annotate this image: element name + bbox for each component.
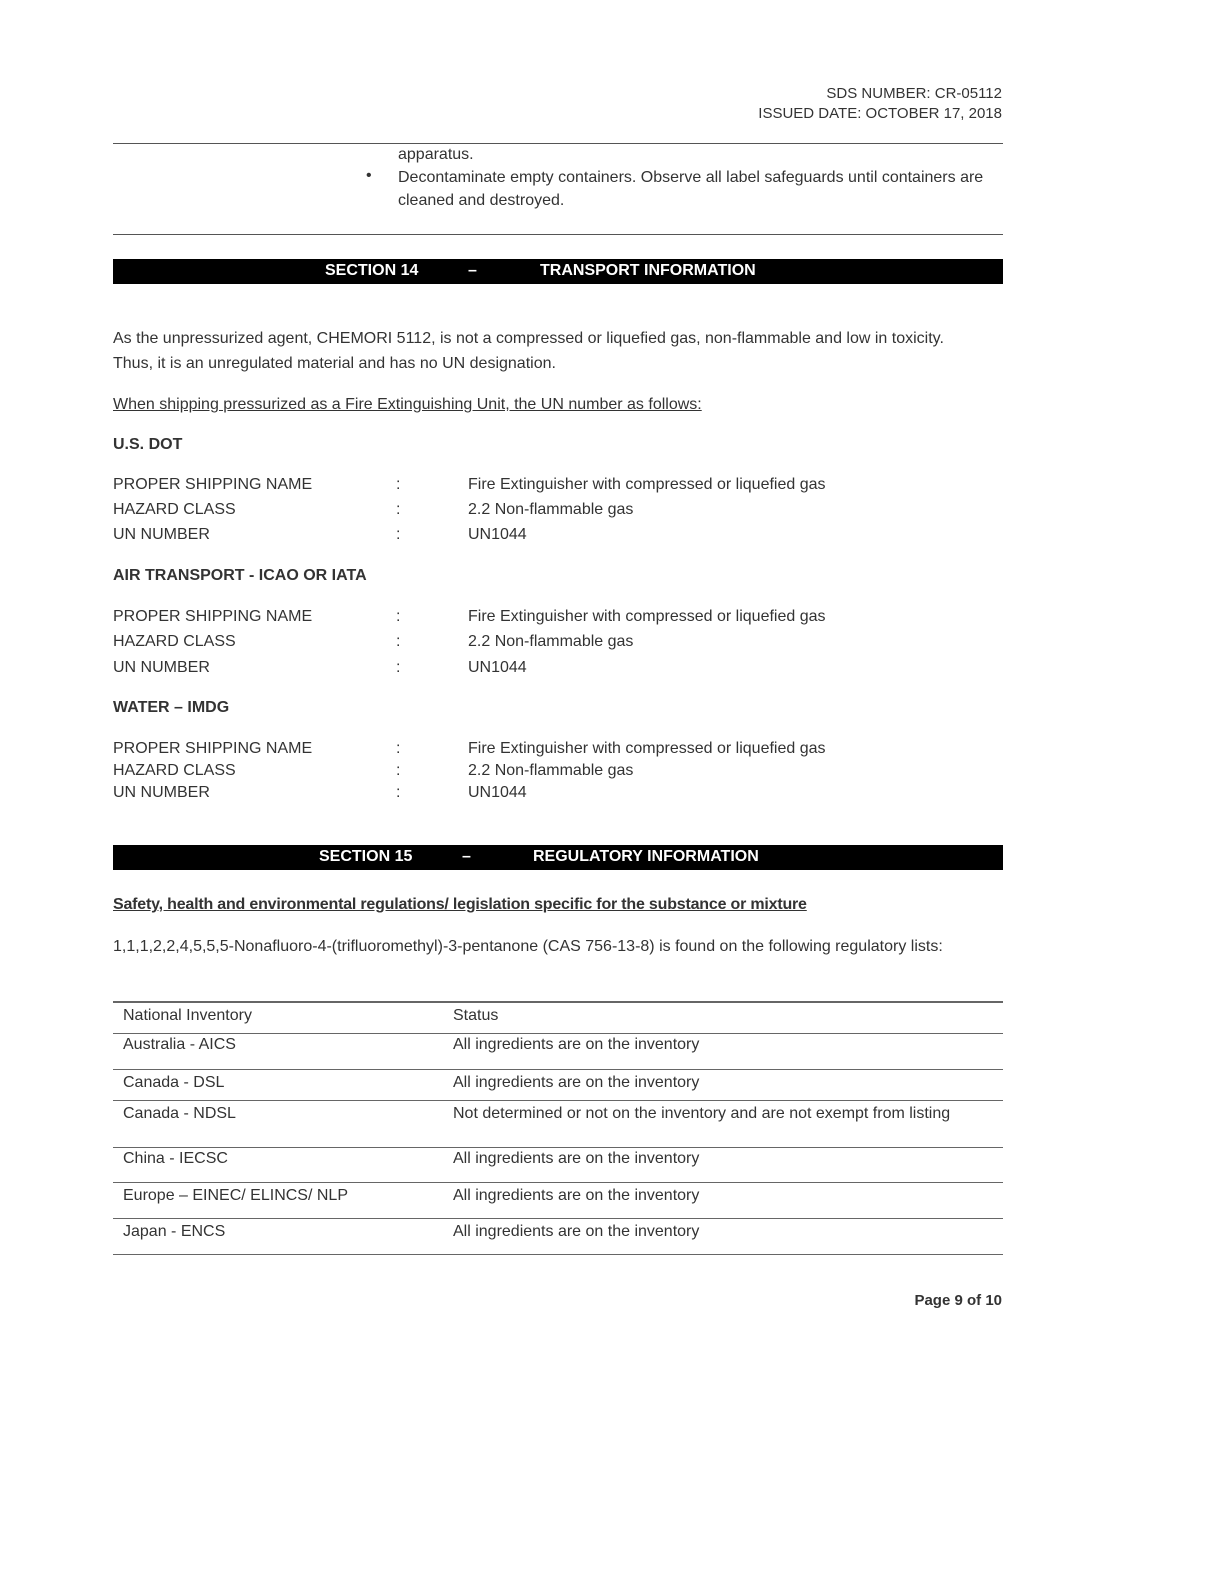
row-value: UN1044	[468, 659, 527, 676]
regulatory-subtitle: Safety, health and environmental regulations/ legislation specific for the substance or mixture	[113, 896, 807, 913]
row-label: PROPER SHIPPING NAME	[113, 740, 313, 757]
continuation-text: apparatus.	[398, 146, 474, 163]
row-label: PROPER SHIPPING NAME	[113, 608, 313, 625]
row-colon: :	[396, 476, 401, 493]
table-row	[113, 1219, 1003, 1255]
issued-date: ISSUED DATE: OCTOBER 17, 2018	[758, 105, 1002, 122]
table-row	[113, 1070, 1003, 1101]
group-title-us-dot: U.S. DOT	[113, 436, 183, 453]
page-of: of	[962, 1292, 986, 1309]
header-status: Status	[443, 1002, 1003, 1034]
row-label: HAZARD CLASS	[113, 762, 236, 779]
continuation-divider	[113, 234, 1003, 235]
continuation-bullet-text: Decontaminate empty containers. Observe all label safeguards until containers are cleaned and destroyed.	[398, 169, 984, 209]
section-15-title: REGULATORY INFORMATION	[533, 848, 759, 865]
section-15-number: SECTION 15	[319, 848, 413, 865]
inventory-status: All ingredients are on the inventory	[443, 1034, 1003, 1070]
row-label: UN NUMBER	[113, 659, 210, 676]
row-value: 2.2 Non-flammable gas	[468, 633, 634, 650]
row-value: Fire Extinguisher with compressed or liquefied gas	[468, 476, 826, 493]
row-colon: :	[396, 526, 401, 543]
table-row	[113, 1101, 1003, 1148]
regulatory-intro: 1,1,1,2,2,4,5,5,5-Nonafluoro-4-(trifluoromethyl)-3-pentanone (CAS 756-13-8) is found on the following regulatory lists:	[113, 938, 943, 955]
section-14-header	[113, 259, 1003, 284]
page-current: 9	[954, 1292, 963, 1309]
section-14-title: TRANSPORT INFORMATION	[540, 262, 756, 279]
row-value: UN1044	[468, 784, 527, 801]
inventory-status: All ingredients are on the inventory	[443, 1183, 1003, 1219]
page-total: 10	[985, 1292, 1002, 1309]
bullet-icon: •	[366, 167, 372, 184]
table-row	[113, 1148, 1003, 1183]
row-value: 2.2 Non-flammable gas	[468, 762, 634, 779]
section-15-header	[113, 845, 1003, 870]
inventory-status: All ingredients are on the inventory	[443, 1219, 1003, 1255]
inventory-name: Australia - AICS	[113, 1034, 443, 1070]
row-colon: :	[396, 501, 401, 518]
shipping-note: When shipping pressurized as a Fire Extinguishing Unit, the UN number as follows:	[113, 396, 702, 413]
inventory-name: China - IECSC	[113, 1148, 443, 1183]
row-colon: :	[396, 740, 401, 757]
transport-intro: As the unpressurized agent, CHEMORI 5112, is not a compressed or liquefied gas, non-flammable and low in toxicity. Thus, it is an unregulated material and has no UN designation.	[113, 330, 944, 372]
row-label: UN NUMBER	[113, 526, 210, 543]
sds-number: SDS NUMBER: CR-05112	[826, 85, 1002, 102]
inventory-status: Not determined or not on the inventory and are not exempt from listing	[443, 1101, 1003, 1148]
inventory-status: All ingredients are on the inventory	[443, 1148, 1003, 1183]
row-colon: :	[396, 762, 401, 779]
row-label: UN NUMBER	[113, 784, 210, 801]
row-label: HAZARD CLASS	[113, 501, 236, 518]
group-title-air: AIR TRANSPORT - ICAO OR IATA	[113, 567, 367, 584]
section-14-dash: –	[468, 262, 477, 279]
table-row	[113, 1034, 1003, 1070]
row-value: Fire Extinguisher with compressed or liquefied gas	[468, 608, 826, 625]
page-number	[914, 1292, 1002, 1309]
section-14-number: SECTION 14	[325, 262, 419, 279]
row-colon: :	[396, 784, 401, 801]
header-national-inventory: National Inventory	[113, 1002, 443, 1034]
row-colon: :	[396, 633, 401, 650]
inventory-name: Europe – EINEC/ ELINCS/ NLP	[113, 1183, 443, 1219]
inventory-name: Canada - NDSL	[113, 1101, 443, 1148]
row-value: Fire Extinguisher with compressed or liquefied gas	[468, 740, 826, 757]
group-title-water: WATER – IMDG	[113, 699, 230, 716]
inventory-name: Japan - ENCS	[113, 1219, 443, 1255]
row-label: PROPER SHIPPING NAME	[113, 476, 313, 493]
row-colon: :	[396, 659, 401, 676]
inventory-status: All ingredients are on the inventory	[443, 1070, 1003, 1101]
row-colon: :	[396, 608, 401, 625]
table-header-row	[113, 1002, 1003, 1034]
row-value: 2.2 Non-flammable gas	[468, 501, 634, 518]
table-row	[113, 1183, 1003, 1219]
inventory-name: Canada - DSL	[113, 1070, 443, 1101]
section-15-dash: –	[462, 848, 471, 865]
row-value: UN1044	[468, 526, 527, 543]
page-prefix: Page	[914, 1292, 955, 1309]
inventory-table	[113, 1001, 1003, 1255]
row-label: HAZARD CLASS	[113, 633, 236, 650]
